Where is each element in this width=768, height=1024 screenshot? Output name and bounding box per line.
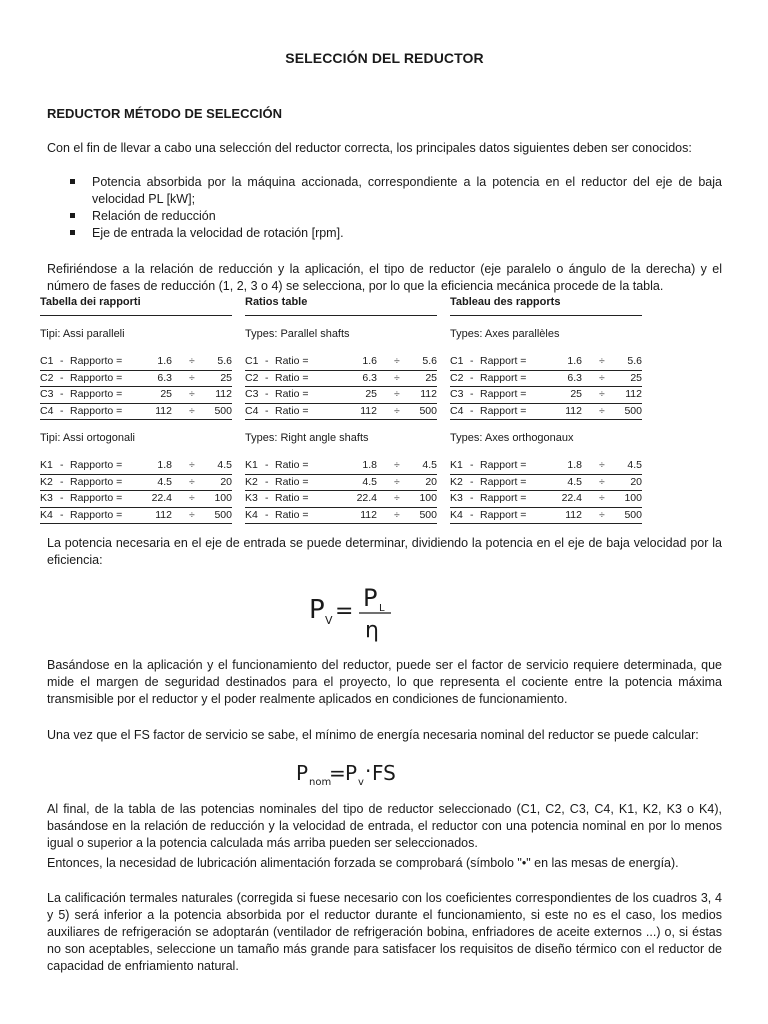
- table-row: [40, 403, 232, 420]
- parallel-shafts-title: Types: Axes parallèles: [450, 328, 560, 340]
- ratio-rows: [450, 354, 642, 420]
- ratio-separator: ÷: [189, 459, 195, 471]
- ratio-label: Ratio =: [275, 508, 309, 521]
- ratio-table-column: [245, 296, 437, 524]
- table-row: [450, 474, 642, 491]
- ratio-separator: ÷: [189, 355, 195, 367]
- ratio-separator: ÷: [599, 388, 605, 400]
- page-title: SELECCIÓN DEL REDUCTOR: [285, 50, 484, 66]
- ratio-label: Rapport =: [480, 371, 527, 384]
- ratio-dash: -: [470, 508, 474, 521]
- ratio-max: 500: [214, 508, 232, 521]
- ratio-max: 100: [419, 492, 437, 504]
- ratio-max: 500: [419, 404, 437, 417]
- table-row: [450, 403, 642, 420]
- ratio-min: 112: [565, 404, 582, 417]
- ratio-rows: [245, 458, 437, 524]
- section-title: REDUCTOR MÉTODO DE SELECCIÓN: [47, 106, 282, 121]
- ratio-max: 112: [215, 388, 232, 400]
- ratio-label: Ratio =: [275, 492, 309, 504]
- power-paragraph: La potencia necesaria en el eje de entrada se puede determinar, dividiendo la potencia en el eje de baja velocidad por la eficiencia:: [47, 536, 722, 567]
- right-angle-shafts-title: Types: Axes orthogonaux: [450, 432, 574, 444]
- ratio-dash: -: [60, 492, 64, 504]
- ratio-dash: -: [470, 459, 474, 471]
- formula-equals: =: [329, 761, 346, 785]
- ratio-max: 112: [625, 388, 642, 400]
- formula-lhs: P: [296, 761, 309, 785]
- ratio-code: K1: [450, 459, 463, 471]
- ratio-code: K4: [40, 508, 53, 521]
- table-row: [450, 490, 642, 507]
- bullet-icon: [70, 230, 75, 235]
- ratio-min: 1.8: [157, 459, 172, 471]
- table-row: [40, 474, 232, 491]
- table-row: [245, 458, 437, 474]
- ratio-dash: -: [265, 508, 269, 521]
- right-angle-shafts-title: Types: Right angle shafts: [245, 432, 369, 444]
- ratio-code: K4: [450, 508, 463, 521]
- ratio-separator: ÷: [189, 492, 195, 504]
- ratio-label: Rapport =: [480, 404, 527, 417]
- ratio-label: Rapporto =: [70, 371, 123, 384]
- formula-lhs-sub: V: [325, 614, 333, 627]
- ratio-min: 25: [365, 388, 377, 400]
- ratio-code: K2: [40, 475, 53, 488]
- list-item: Potencia absorbida por la máquina accionada, correspondiente a la potencia en el reductor del eje de baja velocidad PL [kW];: [47, 174, 722, 208]
- ratio-dash: -: [60, 475, 64, 488]
- ratio-dash: -: [265, 404, 269, 417]
- table-row: [245, 354, 437, 370]
- ratio-table-column: [40, 296, 232, 524]
- ratio-min: 4.5: [567, 475, 582, 488]
- ratio-label: Rapport =: [480, 508, 527, 521]
- ratio-code: C1: [450, 355, 464, 367]
- ratio-label: Rapport =: [480, 459, 527, 471]
- ratio-label: Rapport =: [480, 355, 527, 367]
- table-row: [40, 386, 232, 403]
- ratio-min: 22.4: [151, 492, 172, 504]
- ratio-separator: ÷: [394, 492, 400, 504]
- ratio-min: 1.6: [157, 355, 172, 367]
- ratio-label: Rapporto =: [70, 404, 123, 417]
- reduction-paragraph: Refiriéndose a la relación de reducción y la aplicación, el tipo de reductor (eje paralelo o ángulo de la derecha) y el número de fases de reducción (1, 2, 3 o 4) se selecciona, por lo que la eficiencia mecánica procede de la tabla.: [47, 262, 722, 293]
- ratio-max: 25: [220, 371, 232, 384]
- ratio-separator: ÷: [599, 404, 605, 417]
- ratio-label: Rapport =: [480, 388, 527, 400]
- ratio-max: 5.6: [217, 355, 232, 367]
- ratio-min: 1.8: [567, 459, 582, 471]
- table-row: [40, 507, 232, 524]
- ratio-min: 22.4: [561, 492, 582, 504]
- ratio-separator: ÷: [189, 404, 195, 417]
- ratio-min: 1.8: [362, 459, 377, 471]
- formula-dot: ·: [365, 759, 372, 783]
- ratio-min: 112: [565, 508, 582, 521]
- right-angle-shafts-title: Tipi: Assi ortogonali: [40, 432, 135, 444]
- ratio-max: 4.5: [217, 459, 232, 471]
- fs-paragraph: Una vez que el FS factor de servicio se sabe, el mínimo de energía necesaria nominal del reductor se puede calcular:: [47, 728, 699, 742]
- ratio-min: 112: [155, 508, 172, 521]
- ratio-dash: -: [265, 492, 269, 504]
- bullet-icon: [70, 213, 75, 218]
- ratio-dash: -: [60, 404, 64, 417]
- ratio-code: C1: [245, 355, 259, 367]
- ratio-label: Ratio =: [275, 371, 309, 384]
- ratio-min: 6.3: [567, 371, 582, 384]
- list-item: Relación de reducción: [47, 208, 722, 225]
- ratio-max: 5.6: [627, 355, 642, 367]
- table-row: [450, 386, 642, 403]
- ratio-separator: ÷: [599, 459, 605, 471]
- ratio-separator: ÷: [394, 404, 400, 417]
- ratio-max: 100: [214, 492, 232, 504]
- ratio-max: 20: [220, 475, 232, 488]
- ratio-code: C3: [450, 388, 464, 400]
- ratio-code: K1: [40, 459, 53, 471]
- ratio-dash: -: [265, 388, 269, 400]
- table-row: [245, 474, 437, 491]
- ratio-dash: -: [470, 371, 474, 384]
- ratio-rows: [450, 458, 642, 524]
- list-item: Eje de entrada la velocidad de rotación [rpm].: [47, 225, 722, 242]
- ratio-code: C1: [40, 355, 54, 367]
- ratio-code: K3: [245, 492, 258, 504]
- ratio-separator: ÷: [394, 371, 400, 384]
- ratio-table-column: [450, 296, 642, 524]
- requirements-list: [47, 174, 722, 242]
- ratio-code: C3: [40, 388, 54, 400]
- ratio-separator: ÷: [189, 388, 195, 400]
- ratio-dash: -: [470, 388, 474, 400]
- ratio-min: 112: [360, 404, 377, 417]
- ratio-min: 22.4: [356, 492, 377, 504]
- nominal-power-formula: [292, 758, 442, 788]
- final-paragraph: Al final, de la tabla de las potencias nominales del tipo de reductor seleccionado (C1, C2, C3, C4, K1, K2, K3 o K4), basándose en la relación de reducción y la velocidad de entrada, el reductor con una potencia nominal en por lo menos igual o superior a la potencia calculada más arriba pueden ser seleccionados.: [47, 802, 722, 850]
- ratio-max: 20: [630, 475, 642, 488]
- ratio-label: Rapporto =: [70, 492, 123, 504]
- ratio-dash: -: [265, 355, 269, 367]
- ratio-label: Ratio =: [275, 475, 309, 488]
- ratio-code: K2: [450, 475, 463, 488]
- ratio-code: C4: [450, 404, 464, 417]
- parallel-shafts-title: Types: Parallel shafts: [245, 328, 350, 340]
- ratio-max: 500: [214, 404, 232, 417]
- parallel-shafts-title: Tipi: Assi paralleli: [40, 328, 125, 340]
- ratio-separator: ÷: [394, 459, 400, 471]
- ratio-rows: [40, 354, 232, 420]
- ratio-code: C4: [40, 404, 54, 417]
- ratio-code: C4: [245, 404, 259, 417]
- ratio-label: Ratio =: [275, 404, 309, 417]
- ratio-max: 4.5: [422, 459, 437, 471]
- ratios-table-block: [40, 296, 680, 532]
- ratio-dash: -: [60, 371, 64, 384]
- ratio-separator: ÷: [394, 475, 400, 488]
- ratio-rows: [245, 354, 437, 420]
- ratio-separator: ÷: [599, 475, 605, 488]
- ratio-dash: -: [60, 459, 64, 471]
- table-header: Tabella dei rapporti: [40, 296, 232, 316]
- table-row: [450, 370, 642, 387]
- formula-equals: =: [335, 599, 354, 624]
- ratio-code: K3: [450, 492, 463, 504]
- lubrication-paragraph: Entonces, la necesidad de lubricación alimentación forzada se comprobará (símbolo "•" en las mesas de energía).: [47, 856, 679, 870]
- ratio-dash: -: [470, 492, 474, 504]
- ratio-label: Rapporto =: [70, 388, 123, 400]
- ratio-rows: [40, 458, 232, 524]
- ratio-dash: -: [265, 459, 269, 471]
- ratio-code: C3: [245, 388, 259, 400]
- table-row: [245, 507, 437, 524]
- ratio-code: C2: [450, 371, 464, 384]
- ratio-separator: ÷: [599, 492, 605, 504]
- ratio-separator: ÷: [599, 371, 605, 384]
- table-row: [40, 490, 232, 507]
- ratio-dash: -: [60, 355, 64, 367]
- ratio-code: C2: [40, 371, 54, 384]
- formula-denominator: η: [365, 618, 379, 642]
- ratio-label: Ratio =: [275, 355, 309, 367]
- ratio-dash: -: [470, 355, 474, 367]
- ratio-separator: ÷: [189, 475, 195, 488]
- ratio-separator: ÷: [189, 371, 195, 384]
- ratio-label: Rapporto =: [70, 475, 123, 488]
- ratio-label: Rapporto =: [70, 508, 123, 521]
- ratio-max: 500: [624, 404, 642, 417]
- formula-p: P: [345, 761, 358, 785]
- table-header: Tableau des rapports: [450, 296, 642, 316]
- ratio-label: Ratio =: [275, 388, 309, 400]
- table-row: [40, 458, 232, 474]
- thermal-paragraph: La calificación termales naturales (corregida si fuese necesario con los coeficientes correspondientes de los cuadros 3, 4 y 5) será inferior a la potencia absorbida por el reductor durante el funcionamiento, si este no es el caso, los medios auxiliares de refrigeración se adoptarán (ventilador de refrigeración bobina, enfriadores de aceite externos ...) o, si éstas no son aceptables, seleccione un tamaño más grande para satisfacer los requisitos de diseño térmico con el reductor de capacidad de enfriamiento natural.: [47, 891, 722, 973]
- ratio-max: 25: [425, 371, 437, 384]
- ratio-min: 112: [155, 404, 172, 417]
- ratio-separator: ÷: [599, 508, 605, 521]
- ratio-min: 1.6: [567, 355, 582, 367]
- ratio-dash: -: [60, 388, 64, 400]
- ratio-max: 100: [624, 492, 642, 504]
- ratio-max: 4.5: [627, 459, 642, 471]
- service-factor-paragraph: Basándose en la aplicación y el funcionamiento del reductor, puede ser el factor de servicio requiere determinada, que mide el margen de seguridad destinados para el proyecto, lo que representa el cociente entre la potencia máxima transmisible por el reductor y el poder realmente aplicados en condiciones de funcionamiento.: [47, 658, 722, 706]
- formula-lhs: P: [309, 595, 325, 625]
- table-row: [245, 403, 437, 420]
- ratio-label: Rapport =: [480, 492, 527, 504]
- formula-numerator: P: [363, 584, 378, 612]
- ratio-code: C2: [245, 371, 259, 384]
- intro-paragraph: Con el fin de llevar a cabo una selección del reductor correcta, los principales datos siguientes deben ser conocidos:: [47, 141, 692, 155]
- ratio-separator: ÷: [394, 508, 400, 521]
- ratio-separator: ÷: [394, 355, 400, 367]
- formula-p-sub: v: [358, 777, 364, 788]
- ratio-min: 6.3: [157, 371, 172, 384]
- table-row: [245, 370, 437, 387]
- ratio-code: K2: [245, 475, 258, 488]
- table-row: [40, 354, 232, 370]
- ratio-separator: ÷: [394, 388, 400, 400]
- ratio-max: 112: [420, 388, 437, 400]
- ratio-min: 25: [570, 388, 582, 400]
- ratio-min: 4.5: [362, 475, 377, 488]
- ratio-min: 6.3: [362, 371, 377, 384]
- ratio-dash: -: [60, 508, 64, 521]
- ratio-max: 500: [419, 508, 437, 521]
- ratio-code: K4: [245, 508, 258, 521]
- table-row: [450, 458, 642, 474]
- ratio-min: 25: [160, 388, 172, 400]
- ratio-dash: -: [470, 475, 474, 488]
- ratio-min: 4.5: [157, 475, 172, 488]
- table-row: [245, 490, 437, 507]
- ratio-code: K1: [245, 459, 258, 471]
- ratio-separator: ÷: [189, 508, 195, 521]
- bullet-icon: [70, 179, 75, 184]
- table-header: Ratios table: [245, 296, 437, 316]
- ratio-dash: -: [265, 475, 269, 488]
- ratio-min: 112: [360, 508, 377, 521]
- ratio-max: 500: [624, 508, 642, 521]
- ratio-separator: ÷: [599, 355, 605, 367]
- table-row: [450, 354, 642, 370]
- ratio-code: K3: [40, 492, 53, 504]
- formula-numerator-sub: L: [379, 603, 385, 614]
- ratio-dash: -: [470, 404, 474, 417]
- ratio-max: 20: [425, 475, 437, 488]
- formula-lhs-sub: nom: [309, 777, 332, 788]
- ratio-min: 1.6: [362, 355, 377, 367]
- ratio-label: Ratio =: [275, 459, 309, 471]
- formula-fs: FS: [372, 761, 396, 785]
- input-power-formula: [305, 582, 425, 642]
- ratio-dash: -: [265, 371, 269, 384]
- ratio-label: Rapporto =: [70, 355, 123, 367]
- ratio-max: 5.6: [422, 355, 437, 367]
- table-row: [40, 370, 232, 387]
- table-row: [245, 386, 437, 403]
- ratio-max: 25: [630, 371, 642, 384]
- ratio-label: Rapport =: [480, 475, 527, 488]
- table-row: [450, 507, 642, 524]
- ratio-label: Rapporto =: [70, 459, 123, 471]
